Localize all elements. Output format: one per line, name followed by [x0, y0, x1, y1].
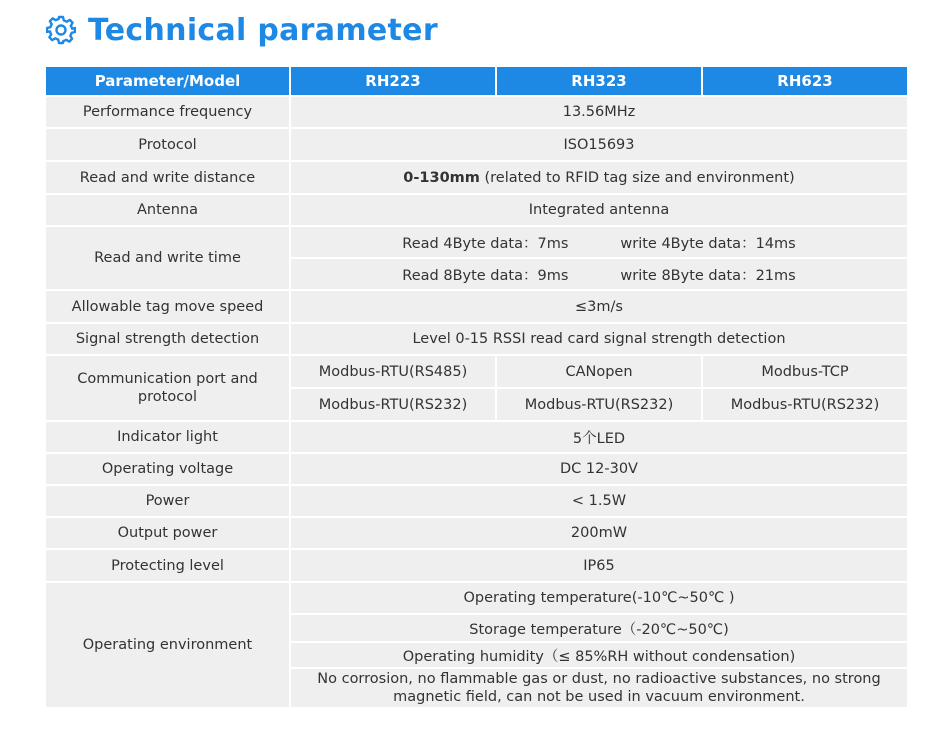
row-value	[290, 226, 908, 258]
row-value: 200mW	[290, 517, 908, 549]
row-label: Performance frequency	[45, 96, 290, 128]
read-8byte-time: Read 8Byte data：9ms	[402, 267, 569, 284]
row-value: Level 0-15 RSSI read card signal strength detection	[290, 323, 908, 355]
table-row	[45, 421, 908, 453]
header-rh323: RH323	[496, 66, 702, 96]
row-label: Output power	[45, 517, 290, 549]
table-row	[45, 290, 908, 323]
row-label: Communication port and protocol	[45, 355, 290, 421]
row-value	[290, 161, 908, 194]
row-value: IP65	[290, 549, 908, 582]
operating-humidity: Operating humidity（≤ 85%RH without condensation)	[290, 642, 908, 668]
row-label: Read and write distance	[45, 161, 290, 194]
table-row	[45, 323, 908, 355]
row-value: ≤3m/s	[290, 290, 908, 323]
row-label: Allowable tag move speed	[45, 290, 290, 323]
comm-rh623-primary: Modbus-TCP	[702, 355, 908, 388]
table-row	[45, 355, 908, 388]
row-label: Power	[45, 485, 290, 517]
row-value: DC 12-30V	[290, 453, 908, 485]
table-row	[45, 161, 908, 194]
table-row	[45, 194, 908, 226]
read-4byte-time: Read 4Byte data：7ms	[402, 235, 569, 252]
write-8byte-time: write 8Byte data：21ms	[620, 267, 796, 284]
comm-rh323-secondary: Modbus-RTU(RS232)	[496, 388, 702, 421]
distance-range: 0-130mm	[403, 169, 480, 186]
header-rh223: RH223	[290, 66, 496, 96]
header-parameter-model: Parameter/Model	[45, 66, 290, 96]
row-value: 5个LED	[290, 421, 908, 453]
page-title: Technical parameter	[88, 12, 438, 48]
comm-rh223-primary: Modbus-RTU(RS485)	[290, 355, 496, 388]
header-rh623: RH623	[702, 66, 908, 96]
row-label: Indicator light	[45, 421, 290, 453]
spec-table	[44, 65, 909, 709]
row-value: < 1.5W	[290, 485, 908, 517]
table-row	[45, 128, 908, 161]
row-label: Operating environment	[45, 582, 290, 708]
row-value	[290, 258, 908, 290]
gear-icon	[46, 15, 76, 45]
row-label: Operating voltage	[45, 453, 290, 485]
row-label: Read and write time	[45, 226, 290, 290]
comm-rh223-secondary: Modbus-RTU(RS232)	[290, 388, 496, 421]
write-4byte-time: write 4Byte data：14ms	[620, 235, 796, 252]
table-header-row	[45, 66, 908, 96]
environment-note: No corrosion, no flammable gas or dust, no radioactive substances, no strong magnetic field, can not be used in vacuum environment.	[290, 668, 908, 708]
table-row	[45, 226, 908, 258]
table-row	[45, 549, 908, 582]
row-value: ISO15693	[290, 128, 908, 161]
storage-temperature: Storage temperature（-20℃~50℃)	[290, 614, 908, 642]
row-value: 13.56MHz	[290, 96, 908, 128]
row-value: Integrated antenna	[290, 194, 908, 226]
table-row	[45, 517, 908, 549]
comm-rh323-primary: CANopen	[496, 355, 702, 388]
operating-temperature: Operating temperature(-10℃~50℃ )	[290, 582, 908, 614]
row-label: Protecting level	[45, 549, 290, 582]
table-row	[45, 453, 908, 485]
comm-rh623-secondary: Modbus-RTU(RS232)	[702, 388, 908, 421]
table-row	[45, 485, 908, 517]
page-header	[46, 10, 438, 50]
row-label: Signal strength detection	[45, 323, 290, 355]
distance-note: (related to RFID tag size and environment)	[479, 169, 795, 186]
row-label: Protocol	[45, 128, 290, 161]
table-row	[45, 96, 908, 128]
table-row	[45, 582, 908, 614]
row-label: Antenna	[45, 194, 290, 226]
